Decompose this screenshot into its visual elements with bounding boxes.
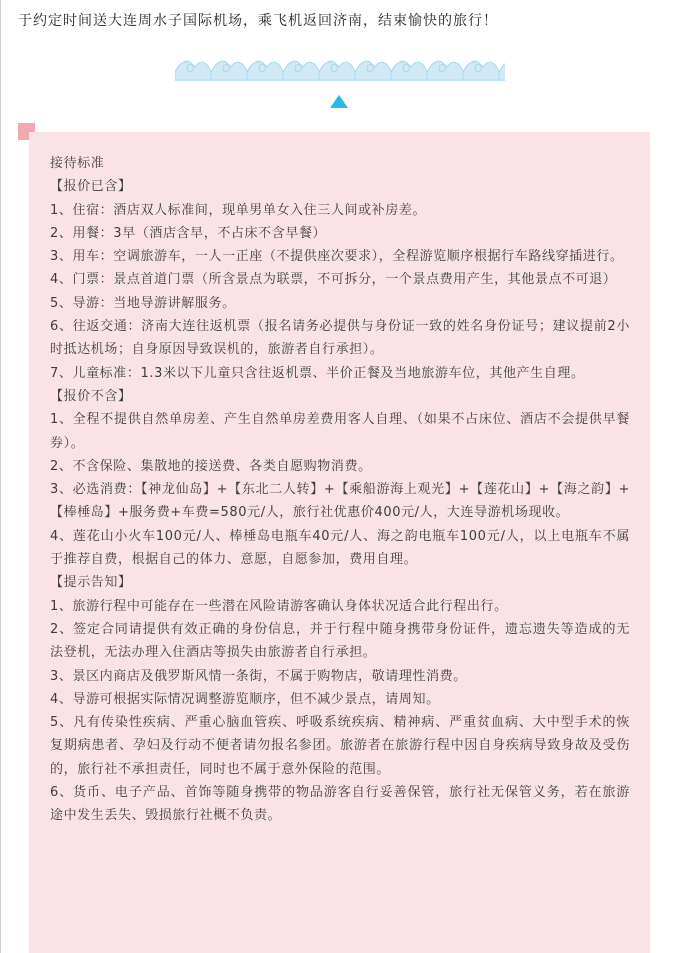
section-heading-excluded: 【报价不含】 <box>50 388 132 404</box>
notice-item-health-risk: 1、旅游行程中可能存在一些潜在风险请游客确认身体状况适合此行程出行。 <box>50 598 508 614</box>
included-item-guide: 5、导游：当地导游讲解服务。 <box>50 295 236 311</box>
section-title: 接待标准 <box>50 156 105 171</box>
excluded-item-room-difference: 1、全程不提供自然单房差、产生自然单房差费用客人自理、（如果不占床位、酒店不会提供早餐券）。 <box>50 412 630 451</box>
excluded-item-optional-rides: 4、莲花山小火车100元/人、棒棰岛电瓶车40元/人、海之韵电瓶车100元/人，以上电瓶车不属于推荐自费，根据自己的体力、意愿，自愿参加，费用自理。 <box>50 528 630 568</box>
notice-item-health-conditions: 5、凡有传染性疾病、严重心脑血管疾、呼吸系统疾病、精神病、严重贫血病、大中型手术的恢复期病患者、孕妇及行动不便者请勿报名参团。旅游者在旅游行程中因自身疾病导致身故及受伤的，旅行社不承担责任，同时也不属于意外保险的范围。 <box>50 715 630 777</box>
notice-item-shops: 3、景区内商店及俄罗斯风情一条街，不属于购物店，敬请理性消费。 <box>50 668 467 684</box>
included-item-tickets: 4、门票：景点首道门票（所含景点为联票，不可拆分，一个景点费用产生，其他景点不可退） <box>50 272 617 288</box>
left-border-line <box>0 0 1 953</box>
section-heading-notices: 【提示告知】 <box>50 575 132 591</box>
notice-item-valuables: 6、货币、电子产品、首饰等随身携带的物品游客自行妥善保管，旅行社无保管义务，若在旅游途中发生丢失、毁损旅行社概不负责。 <box>50 785 630 824</box>
included-item-transport: 3、用车：空调旅游车，一人一正座（不提供座次要求），全程游览顺序根据行车路线穿插进行。 <box>50 249 624 265</box>
included-item-accommodation: 1、住宿：酒店双人标准间，现单男单女入住三人间或补房差。 <box>50 202 427 218</box>
notice-item-order: 4、导游可根据实际情况调整游览顺序，但不减少景点，请周知。 <box>50 691 440 707</box>
included-item-children: 7、儿童标准：1.3米以下儿童只含往返机票、半价正餐及当地旅游车位，其他产生自理。 <box>50 365 585 381</box>
wave-divider-icon <box>175 50 505 86</box>
up-arrow-icon <box>330 95 348 108</box>
included-item-meals: 2、用餐：3早（酒店含早，不占床不含早餐） <box>50 225 327 241</box>
intro-text: 于约定时间送大连周水子国际机场，乘飞机返回济南，结束愉快的旅行！ <box>18 13 498 29</box>
reception-standards-text <box>50 152 630 828</box>
included-item-round-trip: 6、往返交通：济南大连往返机票（报名请务必提供与身份证一致的姓名身份证号；建议提前2小时抵达机场；自身原因导致误机的，旅游者自行承担）。 <box>50 319 630 358</box>
section-heading-included: 【报价已含】 <box>50 179 132 195</box>
excluded-item-insurance: 2、不含保险、集散地的接送费、各类自愿购物消费。 <box>50 458 372 474</box>
notice-item-id: 2、签定合同请提供有效正确的身份信息，并于行程中随身携带身份证件，遗忘遗失等造成的无法登机，无法办理入住酒店等损失由旅游者自行承担。 <box>50 621 630 661</box>
excluded-item-mandatory-fees: 3、必选消费：【神龙仙岛】+【东北二人转】+【乘船游海上观光】+【莲花山】+【海之韵】+【棒棰岛】+服务费+车费=580元/人，旅行社优惠价400元/人，大连导游机场现收。 <box>50 482 630 521</box>
